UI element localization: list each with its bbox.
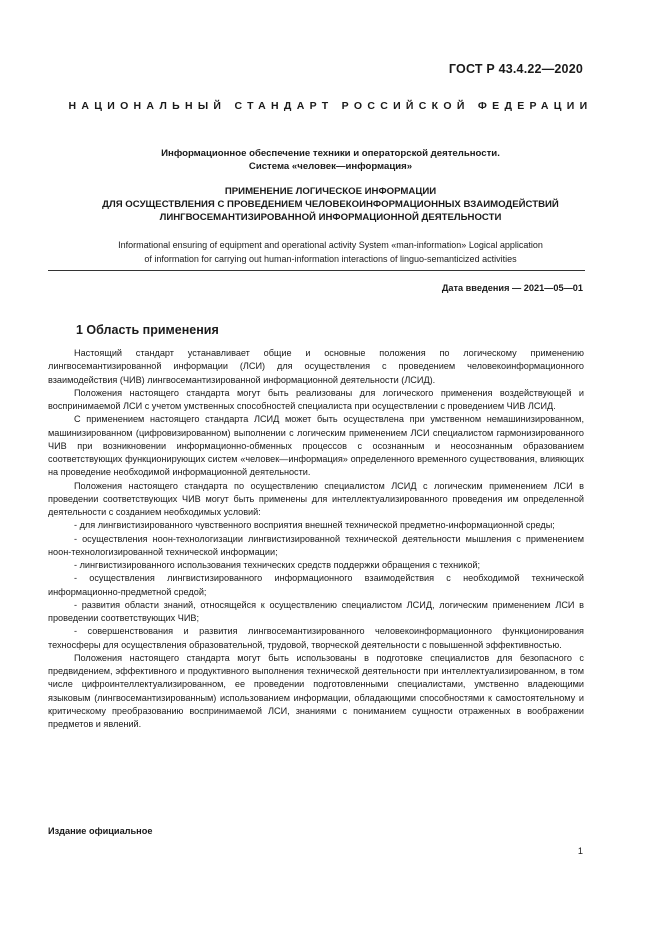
section-body xyxy=(48,347,584,731)
list-item: - для лингвистизированного чувственного восприятия внешней технической предметно-информационной среды; xyxy=(74,520,555,531)
title-en-line: Informational ensuring of equipment and operational activity System «man-information» Logical application xyxy=(118,240,543,250)
subject-line: Информационное обеспечение техники и операторской деятельности. xyxy=(161,148,500,159)
paragraph: С применением настоящего стандарта ЛСИД может быть осуществлена при умственном немашинизированном, машинизированном (цифровизированном) выполнении с логическим применением ЛСИ специалистом гармонизированного ЧИВ при возникновении информационно-обменных процессов с осознанным и неосознанным образованием соответствующих функционирующих систем «человек—информация» определенного временного существования, влияющих на проведение необходимой информационной деятельности. xyxy=(48,414,584,478)
title-ru-line: ЛИНГВОСЕМАНТИЗИРОВАННОЙ ИНФОРМАЦИОННОЙ ДЕЯТЕЛЬНОСТИ xyxy=(159,212,502,223)
list-item: - совершенствования и развития лингвосемантизированного человекоинформационного функционирования техносферы для осуществления образовательной, трудовой, творческой деятельности с повышенной эффективностью. xyxy=(48,626,584,650)
official-edition-label: Издание официальное xyxy=(48,826,153,836)
subject-line: Система «человек—информация» xyxy=(248,161,413,172)
introduction-date: Дата введения — 2021—05—01 xyxy=(441,283,583,293)
title-en-line: of information for carrying out human-information interactions of linguo-semanticized activities xyxy=(144,254,517,264)
paragraph: Положения настоящего стандарта могут быть реализованы для логического применения воздействующей и воспринимаемой ЛСИ с учетом умственных способностей специалиста при осуществлении с проведением ЧИВ ЛСИД. xyxy=(48,387,584,411)
standard-title-en xyxy=(60,238,601,266)
standard-subject xyxy=(60,147,601,173)
title-ru-line: ПРИМЕНЕНИЕ ЛОГИЧЕСКОЕ ИНФОРМАЦИИ xyxy=(224,186,437,197)
list-item: - лингвистизированного использования технических средств поддержки обращения с техникой; xyxy=(74,560,481,570)
list-item: - развития области знаний, относящейся к осуществлению специалистом ЛСИД, логическим применением ЛСИ в проведении соответствующих ЧИВ; xyxy=(48,599,584,623)
paragraph: Положения настоящего стандарта могут быть использованы в подготовке специалистов для безопасного с предвидением, эффективного и продуктивного выполнения технической деятельности при интеллектуализированном, в том числе цифроинтеллектуализированном, ее проведении подготовленными специалистами, умственно владеющими языковым (лингвосемантизированным) использованием информации, обладающими способностями к самостоятельному и критическому преобразованию воспринимаемой ЛСИ, знаниями с пониманием сущности отраженных в воображении предметов и явлений. xyxy=(48,652,584,729)
paragraph: Положения настоящего стандарта по осуществлению специалистом ЛСИД с логическим применением ЛСИ в проведении соответствующих ЧИВ могут быть применены для интеллектуализированного проведения им определенной деятельности с созданием необходимых условий: xyxy=(48,480,584,517)
paragraph: Настоящий стандарт устанавливает общие и основные положения по логическому применению лингвосемантизированной информации (ЛСИ) для осуществления с проведением человекоинформационного взаимодействия (ЧИВ) лингвосемантизированной информационной деятельности (ЛСИД). xyxy=(48,348,584,385)
list-item: - осуществления лингвистизированного информационного взаимодействия с необходимой технической информационно-предметной средой; xyxy=(48,573,584,597)
standard-title-ru xyxy=(44,185,617,224)
page-number: 1 xyxy=(577,846,583,856)
list-item: - осуществления ноон-технологизации лингвистизированной технической деятельности мышления с применением ноон-технологизированной технической информации; xyxy=(48,533,584,557)
document-number: ГОСТ Р 43.4.22—2020 xyxy=(448,62,583,76)
section-heading: 1 Область применения xyxy=(76,323,219,337)
title-ru-line: ДЛЯ ОСУЩЕСТВЛЕНИЯ С ПРОВЕДЕНИЕМ ЧЕЛОВЕКОИНФОРМАЦИОННЫХ ВЗАИМОДЕЙСТВИЙ xyxy=(102,199,559,210)
header-divider xyxy=(48,270,585,271)
national-standard-title: НАЦИОНАЛЬНЫЙ СТАНДАРТ РОССИЙСКОЙ ФЕДЕРАЦИИ xyxy=(68,100,593,112)
